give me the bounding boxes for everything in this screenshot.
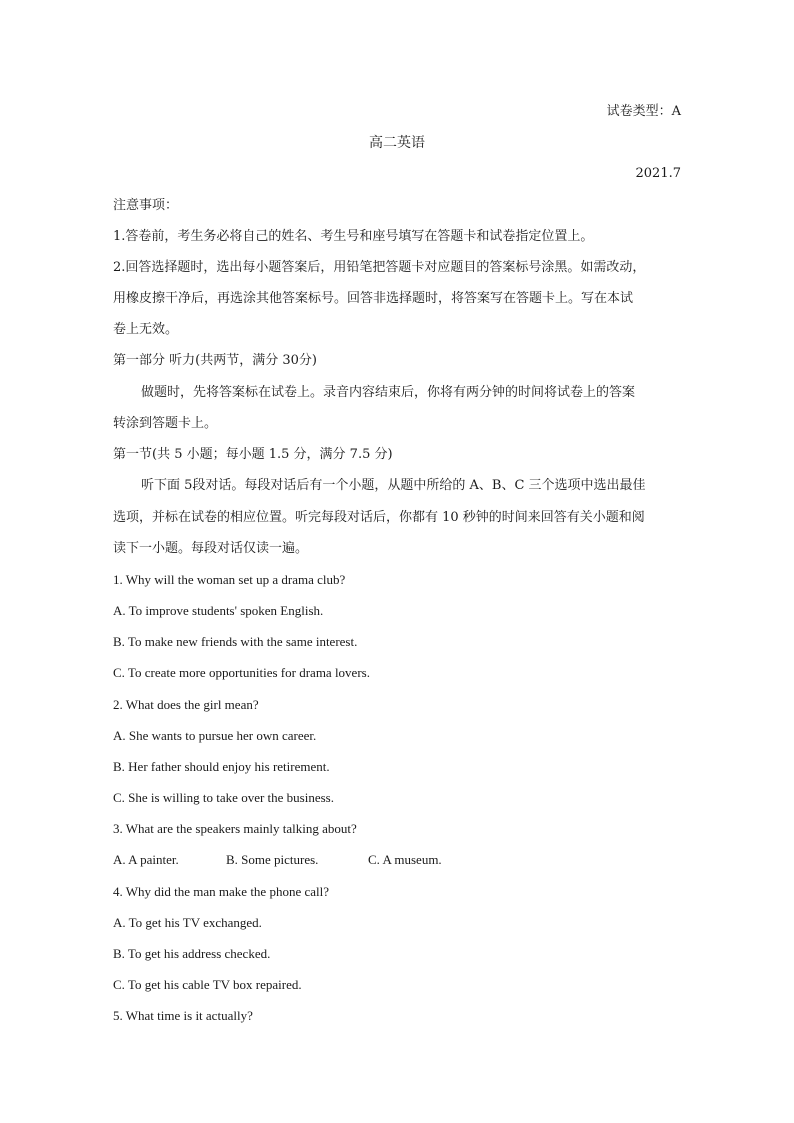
section1-instruction-line-1: 听下面 5段对话。每段对话后有一个小题，从题中所给的 A、B、C 三个选项中选出最佳	[141, 478, 646, 493]
section1-instruction-line-2: 选项，并标在试卷的相应位置。听完每段对话后，你都有 10 秒钟的时间来回答有关小题和阅	[113, 510, 645, 525]
question-3-options	[113, 852, 683, 868]
question-3-option-c: C. A museum.	[368, 852, 442, 867]
question-3-option-b: B. Some pictures.	[226, 852, 319, 867]
exam-title: 高二英语	[369, 135, 425, 151]
section1-heading: 第一节(共 5 小题；每小题 1.5 分，满分 7.5 分)	[113, 447, 393, 462]
question-4-option-c: C. To get his cable TV box repaired.	[113, 977, 302, 992]
part1-instruction-line-1: 做题时，先将答案标在试卷上。录音内容结束后，你将有两分钟的时间将试卷上的答案	[141, 385, 636, 400]
question-1-stem: 1. Why will the woman set up a drama club?	[113, 572, 346, 587]
question-2-option-a: A. She wants to pursue her own career.	[113, 728, 317, 743]
section1-instruction-line-3: 读下一小题。每段对话仅读一遍。	[113, 541, 309, 556]
notice-item-2-line-1: 2.回答选择题时，选出每小题答案后，用铅笔把答题卡对应题目的答案标号涂黑。如需改动，	[113, 260, 646, 275]
paper-type-label: 试卷类型：A	[606, 104, 681, 119]
question-4-stem: 4. Why did the man make the phone call?	[113, 884, 329, 899]
exam-date: 2021.7	[635, 166, 681, 181]
question-2-option-c: C. She is willing to take over the business.	[113, 790, 334, 805]
notice-item-2-line-2: 用橡皮擦干净后，再选涂其他答案标号。回答非选择题时，将答案写在答题卡上。写在本试	[113, 291, 634, 306]
notice-item-2-line-3: 卷上无效。	[113, 322, 179, 337]
question-1-option-b: B. To make new friends with the same interest.	[113, 634, 358, 649]
question-3-stem: 3. What are the speakers mainly talking about?	[113, 821, 357, 836]
notice-heading: 注意事项：	[113, 198, 179, 213]
question-1-option-a: A. To improve students' spoken English.	[113, 603, 324, 618]
part1-instruction-line-2: 转涂到答题卡上。	[113, 416, 218, 431]
question-5-stem: 5. What time is it actually?	[113, 1008, 253, 1023]
question-2-stem: 2. What does the girl mean?	[113, 697, 259, 712]
question-4-option-b: B. To get his address checked.	[113, 946, 271, 961]
part1-heading: 第一部分 听力(共两节，满分 30分)	[113, 353, 317, 368]
question-1-option-c: C. To create more opportunities for drama lovers.	[113, 665, 370, 680]
question-3-option-a: A. A painter.	[113, 852, 179, 867]
question-4-option-a: A. To get his TV exchanged.	[113, 915, 262, 930]
question-2-option-b: B. Her father should enjoy his retirement.	[113, 759, 330, 774]
notice-item-1: 1.答卷前，考生务必将自己的姓名、考生号和座号填写在答题卡和试卷指定位置上。	[113, 229, 594, 244]
